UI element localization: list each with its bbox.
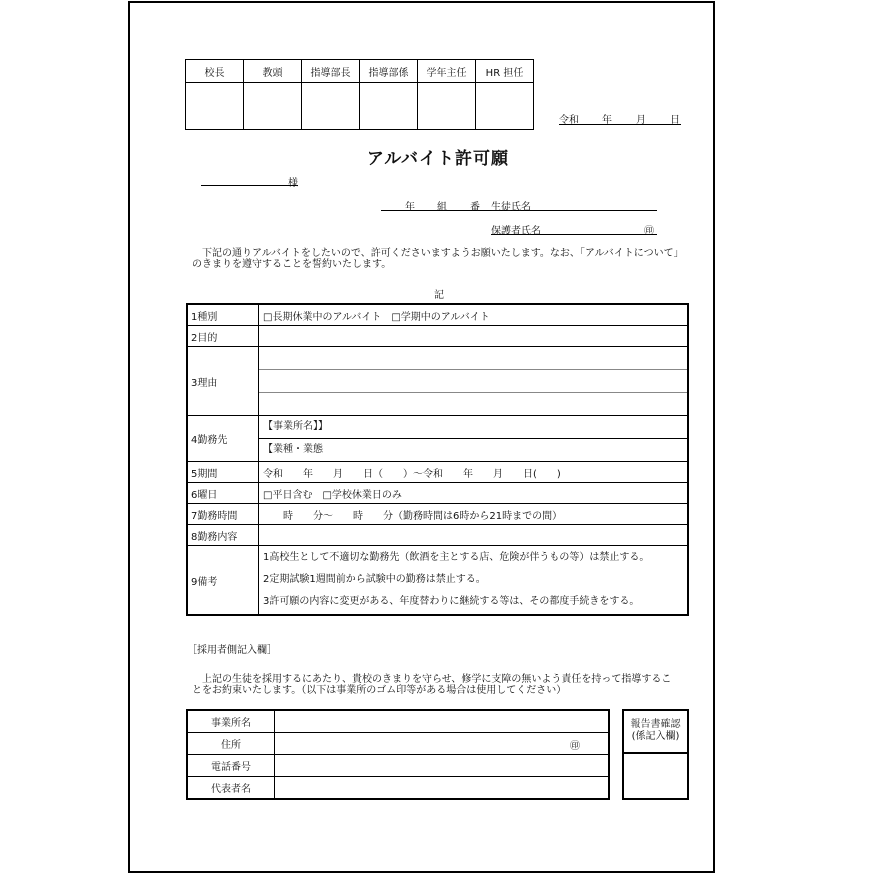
row-label-type: 1種別 (187, 304, 259, 326)
approval-guidance-staff: 指導部係 (360, 60, 418, 83)
employer-table (186, 709, 610, 800)
purpose-field[interactable] (259, 326, 689, 347)
employer-text: 上記の生徒を採用するにあたり、貴校のきまりを守らせ、修学に支障の無いよう責任を持って指導することをお約束いたします。（以下は事業所のゴム印等がある場合は使用してください） (192, 674, 672, 696)
addressee-field[interactable] (201, 185, 298, 186)
approval-guidance-head: 指導部長 (302, 60, 360, 83)
date-day: 日 (670, 115, 680, 126)
employer-seal: ㊞ (570, 741, 580, 752)
approval-vice-principal: 教頭 (244, 60, 302, 83)
student-name-label: 生徒氏名 (491, 202, 531, 213)
date-month: 月 (636, 115, 646, 126)
row-label-content: 8勤務内容 (187, 525, 259, 546)
application-form (186, 303, 689, 616)
student-class: 組 (437, 202, 447, 213)
student-number: 番 (470, 202, 480, 213)
stamp-box[interactable] (302, 83, 360, 130)
note-item: 2定期試験1週間前から試験中の勤務は禁止する。 (263, 574, 486, 585)
reason-line[interactable] (259, 347, 687, 370)
stamp-box[interactable] (244, 83, 302, 130)
row-label-workplace: 4勤務先 (187, 416, 259, 462)
stamp-box[interactable] (186, 83, 244, 130)
reason-line[interactable] (259, 370, 687, 393)
hours-field[interactable]: 時 分～ 時 分（勤務時間は6時から21時までの間） (259, 504, 689, 525)
student-line[interactable] (381, 198, 657, 211)
reason-line[interactable] (259, 393, 687, 415)
approval-hr-teacher: HR 担任 (476, 60, 534, 83)
note-item: 3許可願の内容に変更がある、年度替わりに継続する等は、その都度手続きをする。 (263, 596, 640, 607)
addressee-suffix: 様 (288, 178, 298, 189)
employer-section-label: ［採用者側記入欄］ (187, 645, 277, 656)
report-confirm-label: 報告書確認 (係記入欄) (624, 711, 687, 754)
approval-grade-head: 学年主任 (418, 60, 476, 83)
document-title: アルバイト許可願 (366, 149, 510, 169)
guardian-label: 保護者氏名 (491, 226, 541, 237)
period-field[interactable]: 令和 年 月 日（ ）～令和 年 月 日( ) (259, 462, 689, 483)
workplace-business-field[interactable]: 【業種・業態 (263, 444, 323, 455)
intro-text: 下記の通りアルバイトをしたいので、許可くださいますようお願いたします。なお、「アルバイトについて」のきまりを遵守することを誓約いたします。 (192, 248, 679, 270)
employer-rep-field[interactable] (275, 777, 610, 800)
content-field[interactable] (259, 525, 689, 546)
stamp-box[interactable] (418, 83, 476, 130)
type-options[interactable]: □長期休業中のアルバイト □学期中のアルバイト (259, 304, 689, 326)
report-confirm-stamp[interactable] (624, 754, 687, 798)
days-options[interactable]: □平日含む □学校休業日のみ (259, 483, 689, 504)
date-era: 令和 (559, 115, 579, 126)
row-label-hours: 7勤務時間 (187, 504, 259, 525)
employer-rep-label: 代表者名 (187, 777, 275, 800)
row-label-days: 6曜日 (187, 483, 259, 504)
employer-address-label: 住所 (187, 733, 275, 755)
stamp-box[interactable] (360, 83, 418, 130)
approval-stamp-grid (185, 59, 534, 130)
note-item: 1高校生として不適切な勤務先（飲酒を主とする店、危険が伴うもの等）は禁止する。 (263, 552, 650, 563)
date-year: 年 (602, 115, 612, 126)
employer-office-label: 事業所名 (187, 710, 275, 733)
stamp-box[interactable] (476, 83, 534, 130)
approval-principal: 校長 (186, 60, 244, 83)
row-label-notes: 9備考 (187, 546, 259, 616)
reason-field[interactable] (259, 347, 689, 416)
student-year: 年 (405, 202, 415, 213)
row-label-reason: 3理由 (187, 347, 259, 416)
workplace-name-field[interactable]: 【事業所名】】 (259, 416, 687, 439)
employer-office-field[interactable] (275, 710, 610, 733)
employer-address-field[interactable] (275, 733, 610, 755)
guardian-line[interactable] (491, 222, 657, 235)
employer-phone-field[interactable] (275, 755, 610, 777)
row-label-purpose: 2目的 (187, 326, 259, 347)
date-line[interactable] (559, 111, 681, 125)
employer-phone-label: 電話番号 (187, 755, 275, 777)
guardian-seal: ㊞ (644, 226, 654, 237)
row-label-period: 5期間 (187, 462, 259, 483)
ki-label: 記 (434, 290, 444, 301)
report-confirm-box (622, 709, 689, 800)
